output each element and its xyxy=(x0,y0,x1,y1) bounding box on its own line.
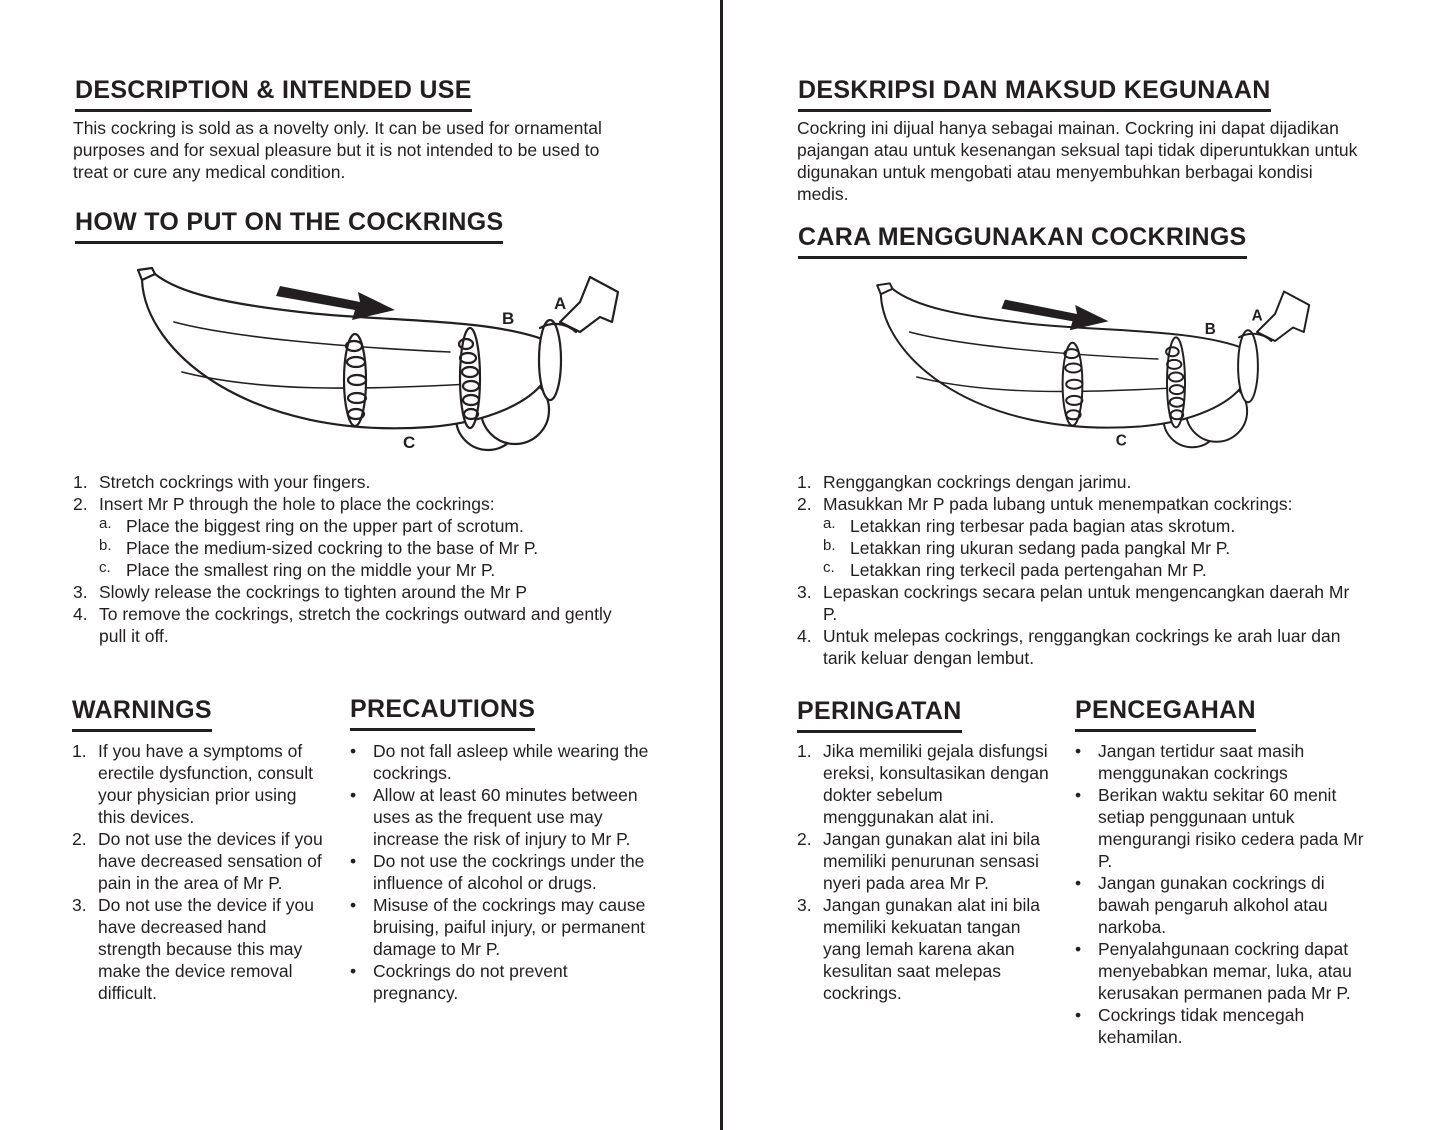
cockring-diagram xyxy=(855,278,1335,458)
list-item: b. Place the medium-sized cockring to the base of Mr P. xyxy=(99,537,539,558)
list-item: 1. Jika memiliki gejala disfungsi ereksi, konsultasikan dengan dokter sebelum menggunakan alat ini. xyxy=(797,741,1049,827)
list-item: 3. Lepaskan cockrings secara pelan untuk mengencangkan daerah Mr P. xyxy=(797,582,1350,624)
list-item: 4. To remove the cockrings, stretch the cockrings outward and gently pull it off. xyxy=(73,604,612,646)
list-item: • Jangan gunakan cockrings di bawah pengaruh alkohol atau narkoba. xyxy=(1075,873,1328,937)
list-item: 3. Do not use the device if you have decreased hand strength because this may make the device removal difficult. xyxy=(72,895,314,1003)
list-item: 1. Renggangkan cockrings dengan jarimu. xyxy=(797,472,1132,492)
how-to-heading: CARA MENGGUNAKAN COCKRINGS xyxy=(798,222,1247,259)
description-text: This cockring is sold as a novelty only. It can be used for ornamental purposes and for sexual pleasure but it is not intended to be used to treat or cure any medical condition. xyxy=(73,118,602,182)
steps-list xyxy=(797,471,1402,669)
description-text: Cockring ini dijual hanya sebagai mainan. Cockring ini dapat dijadikan pajangan atau untuk kesenangan seksual tapi tidak diperuntukkan untuk digunakan untuk mengobati atau menyembuhkan berbagai kondisi medis. xyxy=(797,118,1358,204)
list-item: a. Place the biggest ring on the upper part of scrotum. xyxy=(99,515,524,536)
ring-label-b: B xyxy=(1204,320,1216,338)
warnings-list xyxy=(797,740,1049,1004)
list-item: • Jangan tertidur saat masih menggunakan cockrings xyxy=(1075,741,1305,783)
list-item: 1. If you have a symptoms of erectile dysfunction, consult your physician prior using this devices. xyxy=(72,741,313,827)
ring-label-c: C xyxy=(1115,432,1127,450)
ring-label-a: A xyxy=(1251,307,1263,325)
list-item: a. Letakkan ring terbesar pada bagian atas skrotum. xyxy=(823,515,1236,536)
precautions-heading: PENCEGAHAN xyxy=(1075,695,1256,732)
cockring-diagram xyxy=(130,262,630,462)
list-item: 2. Do not use the devices if you have decreased sensation of pain in the area of Mr P. xyxy=(72,829,323,893)
list-item: c. Letakkan ring terkecil pada pertengahan Mr P. xyxy=(823,559,1207,580)
list-item: • Do not use the cockrings under the influence of alcohol or drugs. xyxy=(350,851,645,893)
list-item: 2. Jangan gunakan alat ini bila memiliki penurunan sensasi nyeri pada area Mr P. xyxy=(797,829,1040,893)
precautions-list xyxy=(350,740,652,1004)
list-item: 1. Stretch cockrings with your fingers. xyxy=(73,472,371,492)
list-item: • Cockrings do not prevent pregnancy. xyxy=(350,961,568,1003)
list-item: 2. Masukkan Mr P pada lubang untuk menempatkan cockrings: xyxy=(797,494,1293,514)
list-item: • Misuse of the cockrings may cause bruising, paiful injury, or permanent damage to Mr P. xyxy=(350,895,646,959)
warnings-heading: WARNINGS xyxy=(72,695,212,732)
list-item: • Cockrings tidak mencegah kehamilan. xyxy=(1075,1005,1305,1047)
list-item: • Do not fall asleep while wearing the cockrings. xyxy=(350,741,649,783)
english-page xyxy=(72,0,672,1130)
warnings-heading: PERINGATAN xyxy=(797,696,962,733)
ring-label-b: B xyxy=(502,309,515,328)
how-to-heading: HOW TO PUT ON THE COCKRINGS xyxy=(75,207,503,244)
list-item: • Penyalahgunaan cockring dapat menyebabkan memar, luka, atau kerusakan permanen pada Mr P. xyxy=(1075,939,1352,1003)
list-item: 3. Slowly release the cockrings to tighten around the Mr P xyxy=(73,582,527,602)
list-item: 2. Insert Mr P through the hole to place the cockrings: xyxy=(73,494,495,514)
indonesian-page xyxy=(797,0,1417,1130)
description-heading: DESCRIPTION & INTENDED USE xyxy=(75,75,472,112)
page-divider xyxy=(720,0,723,1130)
precautions-heading: PRECAUTIONS xyxy=(350,694,535,731)
list-item: 3. Jangan gunakan alat ini bila memiliki kekuatan tangan yang lemah karena akan kesulitan saat melepas cockrings. xyxy=(797,895,1040,1003)
ring-label-c: C xyxy=(403,433,416,452)
list-item: • Allow at least 60 minutes between uses as the frequent use may increase the risk of injury to Mr P. xyxy=(350,785,638,849)
warnings-list xyxy=(72,740,324,1004)
list-item: c. Place the smallest ring on the middle your Mr P. xyxy=(99,559,496,580)
list-item: b. Letakkan ring ukuran sedang pada pangkal Mr P. xyxy=(823,537,1231,558)
steps-list xyxy=(73,471,663,647)
list-item: • Berikan waktu sekitar 60 menit setiap penggunaan untuk mengurangi risiko cedera pada Mr P. xyxy=(1075,785,1364,871)
precautions-list xyxy=(1075,740,1375,1048)
ring-label-a: A xyxy=(554,294,567,313)
list-item: 4. Untuk melepas cockrings, renggangkan cockrings ke arah luar dan tarik keluar dengan lembut. xyxy=(797,626,1341,668)
description-heading: DESKRIPSI DAN MAKSUD KEGUNAAN xyxy=(798,75,1271,112)
